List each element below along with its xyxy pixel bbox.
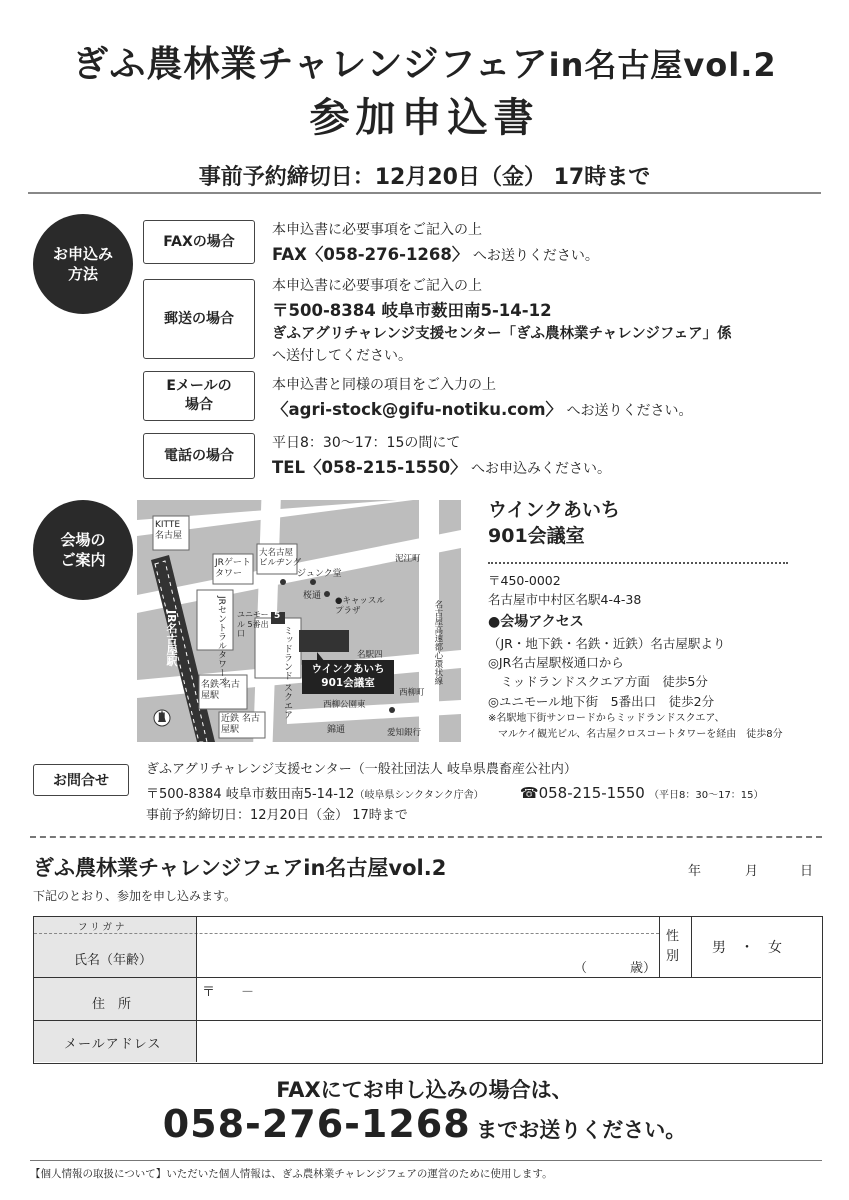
gender-options[interactable]: 男 ・ 女 [712, 940, 782, 956]
deadline-banner: 事前予約締切日：12月20日（金） 17時まで [28, 160, 821, 194]
map-label-kitte: KITTE 名古屋 [155, 520, 183, 541]
map-label-meitetsu: 名鉄 名古屋駅 [201, 680, 240, 701]
venue-circle-badge: 会場の ご案内 [33, 500, 133, 600]
map-label-aichi-bank: 愛知銀行 [387, 728, 422, 738]
page-subtitle: 参加申込書 [309, 95, 540, 141]
email-method-text: 本申込書と同様の項目をご入力の上 〈agri-stock@gifu-notiku.com〉 へお送りください。 [272, 377, 693, 419]
form-year: 年 [688, 864, 702, 879]
furigana-field[interactable] [198, 918, 658, 932]
map-label-expressway: 名古屋高速都心環状線 [432, 600, 443, 685]
map-label-nishiki: 錦通 [327, 725, 346, 735]
form-month: 月 [745, 864, 759, 879]
inquiry-label: お問合せ [33, 764, 129, 796]
map-label-hidari: 泥江町 [395, 554, 421, 564]
title-main: ぎふ農林業チャレンジフェア [72, 44, 549, 85]
methods-circle-badge: お申込み 方法 [33, 214, 133, 314]
venue-access: ●会場アクセス （JR・地下鉄・名鉄・近鉄）名古屋駅より ◎JR名古屋駅桜通口から ミッドランドスクエア方面 徒歩5分 ◎ユニモール地下街 5番出口 徒歩2分 ※名駅地下街サンロードからミッドランドスクエア、 マルケイ観光ビル、名古屋クロスコートタワーを経由 徒歩8分 [488, 614, 783, 741]
map-label-kintetsu: 近鉄 名古屋駅 [221, 714, 260, 735]
map-venue-label: ウインクあいち 901会議室 [311, 663, 385, 690]
furigana-label: フリガナ [78, 922, 128, 933]
phone-method-label: 電話の場合 [143, 433, 255, 479]
map-label-castle: ●キャッスル プラザ [335, 596, 385, 617]
map-label-jr-central: JRセントラルタワーズ [216, 596, 226, 686]
map-label-unimall: ユニモール 5番出口 [237, 610, 269, 639]
gender-label: 性 別 [666, 929, 680, 964]
fax-footer-number: 058-276-1268 [162, 1102, 471, 1146]
map-label-nishiyanagi: 西柳公園東 [323, 700, 366, 710]
address-postal-mark: 〒 － [202, 985, 255, 1000]
address-label: 住 所 [92, 997, 132, 1012]
map-label-junku: ジュンク堂 [297, 569, 342, 579]
venue-divider [488, 562, 788, 564]
venue-map [137, 500, 461, 742]
fax-method-text: 本申込書に必要事項をご記入の上 FAX〈058-276-1268〉 へお送りください。 [272, 222, 599, 264]
inquiry-tel: ☎058-215-1550 [519, 783, 645, 802]
page-title [0, 36, 849, 87]
mail-address: 〒500-8384 岐阜市薮田南5-14-12 [272, 300, 552, 320]
phone-number: TEL〈058-215-1550〉 [272, 457, 467, 477]
age-open: （ [574, 961, 588, 976]
email-method-label: Eメールの 場合 [143, 371, 255, 421]
application-form [33, 916, 823, 1064]
privacy-notice: 【個人情報の取扱について】いただいた個人情報は、ぎふ農林業チャレンジフェアの運営のために使用します。 [30, 1160, 822, 1181]
age-close: 歳） [630, 961, 657, 976]
title-suffix: in名古屋vol.2 [548, 46, 777, 84]
map-label-exit-no: 5 [274, 611, 281, 621]
name-field[interactable] [198, 935, 658, 975]
form-day: 日 [800, 864, 814, 879]
fax-footer-line1: FAXにてお申し込みの場合は、 [276, 1078, 573, 1102]
venue-name: ウインクあいち 901会議室 [488, 499, 621, 547]
email-label: メールアドレス [64, 1037, 162, 1052]
mail-method-text: 本申込書に必要事項をご記入の上 〒500-8384 岐阜市薮田南5-14-12 ぎふアグリチャレンジ支援センター「ぎふ農林業チャレンジフェア」係 へ送付してください。 [272, 278, 732, 364]
map-label-jr-gate: JRゲート タワー [215, 558, 251, 579]
map-label-meieki-shi: 名駅四 [357, 650, 383, 660]
email-address: 〈agri-stock@gifu-notiku.com〉 [272, 399, 563, 419]
email-field[interactable] [198, 1022, 818, 1060]
fax-footer-line2: 058-276-1268 までお送りください。 [162, 1102, 687, 1146]
fax-method-label: FAXの場合 [143, 220, 255, 264]
mail-method-label: 郵送の場合 [143, 279, 255, 359]
form-intro: 下記のとおり、参加を申し込みます。 [33, 889, 237, 903]
map-label-jr-station: JR名古屋駅 [165, 610, 178, 667]
fax-number: FAX〈058-276-1268〉 [272, 244, 469, 264]
venue-address: 〒450-0002 名古屋市中村区名駅4-4-38 [488, 573, 642, 607]
address-field[interactable] [198, 979, 818, 1019]
map-label-north: N [158, 712, 166, 722]
map-label-nishiyanagicho: 西柳町 [399, 688, 425, 698]
phone-method-text: 平日8：30〜17：15の間にて TEL〈058-215-1550〉 へお申込みください。 [272, 435, 611, 477]
map-label-midland: ミッドランド スクエア [282, 626, 292, 719]
map-label-sakura: 桜通 [303, 591, 322, 601]
name-age-label: 氏名（年齢） [74, 953, 153, 968]
cut-line [30, 836, 822, 838]
form-title: ぎふ農林業チャレンジフェアin名古屋vol.2 [33, 856, 447, 880]
mail-recipient: ぎふアグリチャレンジ支援センター「ぎふ農林業チャレンジフェア」係 [272, 326, 732, 343]
map-label-dainagoya: 大名古屋 ビルヂング [259, 548, 302, 569]
inquiry-info: ぎふアグリチャレンジ支援センター（一般社団法人 岐阜県農畜産公社内） 〒500-8384 岐阜市薮田南5-14-12（岐阜県シンクタンク庁舎） ☎058-215-1550 （平日8：30〜17：15） 事前予約締切日：12月20日（金） 17時まで [146, 762, 764, 823]
